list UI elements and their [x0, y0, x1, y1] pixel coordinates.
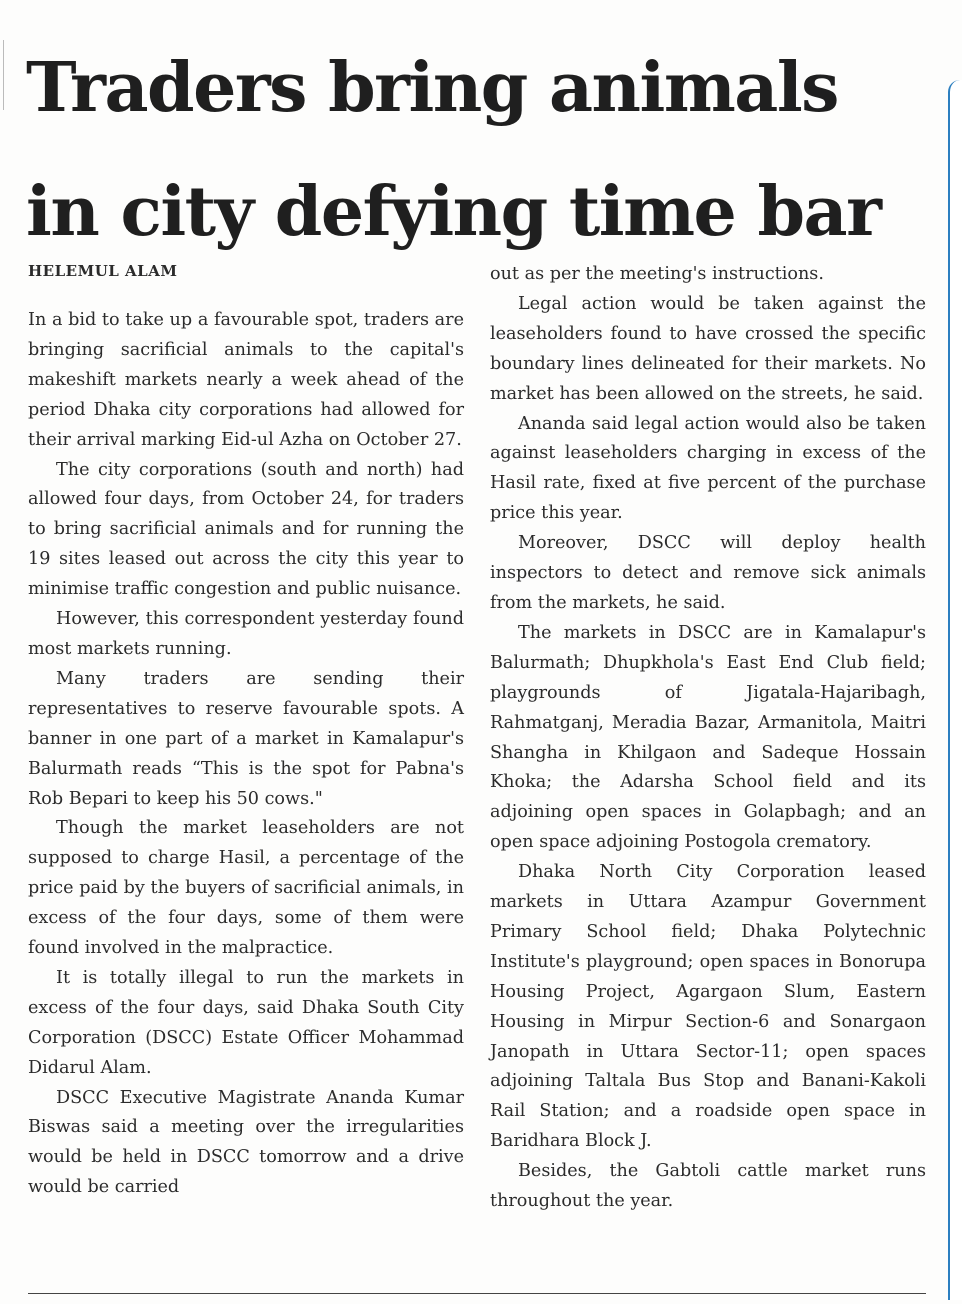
- right-page-edge: [948, 80, 962, 1300]
- paragraph: Though the market leaseholders are not supposed to charge Hasil, a percentage of the price paid by the buyers of sacrificial animals, in excess of the four days, some of them were found involved in the malpractice.: [28, 818, 464, 959]
- paragraph: Moreover, DSCC will deploy health inspectors to detect and remove sick animals from the markets, he said.: [490, 533, 926, 613]
- headline-line-2: in city defying time bar: [26, 172, 881, 252]
- paragraph: In a bid to take up a favourable spot, traders are bringing sacrificial animals to the capital's makeshift markets nearly a week ahead of the period Dhaka city corporations had allowed for their arrival marking Eid-ul Azha on October 27.: [28, 310, 464, 450]
- right-column: [490, 260, 926, 1217]
- paragraph: DSCC Executive Magistrate Ananda Kumar Biswas said a meeting over the irregularities would be held in DSCC tomorrow and a drive would be carried: [28, 1087, 464, 1198]
- left-margin-rule: [3, 40, 4, 110]
- paragraph: Dhaka North City Corporation leased markets in Uttara Azampur Government Primary School field; Dhaka Polytechnic Institute's playground; open spaces in Bonorupa Housing Project, Agargaon Slum, Eastern Housing in Mirpur Section-6 and Sonargaon Janopath in Uttara Sector-11; open spaces adjoining Taltala Bus Stop and Banani-Kakoli Rail Station; and a roadside open space in Baridhara Block J.: [490, 862, 926, 1152]
- paragraph-continuation: out as per the meeting's instructions.: [490, 264, 824, 284]
- paragraph: Legal action would be taken against the leaseholders found to have crossed the specific boundary lines delineated for their markets. No market has been allowed on the streets, he said.: [490, 293, 926, 404]
- paragraph: However, this correspondent yesterday found most markets running.: [28, 609, 464, 659]
- paragraph: Besides, the Gabtoli cattle market runs throughout the year.: [490, 1161, 926, 1212]
- paragraph: The city corporations (south and north) had allowed four days, from October 24, for traders to bring sacrificial animals and for running the 19 sites leased out across the city this year to minimise traffic congestion and public nuisance.: [28, 459, 464, 600]
- bottom-rule: [28, 1293, 926, 1294]
- paragraph: Many traders are sending their representatives to reserve favourable spots. A banner in one part of a market in Kamalapur's Balurmath reads “This is the spot for Pabna's Rob Bepari to keep his 50 cows.": [28, 668, 464, 809]
- headline: [26, 26, 936, 274]
- paragraph: The markets in DSCC are in Kamalapur's Balurmath; Dhupkhola's East End Club field; playgrounds of Jigatala-Hajaribagh, Rahmatganj, Meradia Bazar, Armanitola, Maitri Shangha in Khilgaon and Sadeque Hossain Khoka; the Adarsha School field and its adjoining open spaces in Golapbagh; and an open space adjoining Postogola crematory.: [490, 622, 926, 853]
- headline-line-1: Traders bring animals: [26, 48, 838, 128]
- paragraph: Ananda said legal action would also be taken against leaseholders charging in excess of the Hasil rate, fixed at five percent of the purchase price this year.: [490, 413, 926, 524]
- byline: HELEMUL ALAM: [28, 262, 178, 280]
- left-column: [28, 306, 464, 1203]
- paragraph: It is totally illegal to run the markets in excess of the four days, said Dhaka South City Corporation (DSCC) Estate Officer Mohammad Didarul Alam.: [28, 967, 464, 1078]
